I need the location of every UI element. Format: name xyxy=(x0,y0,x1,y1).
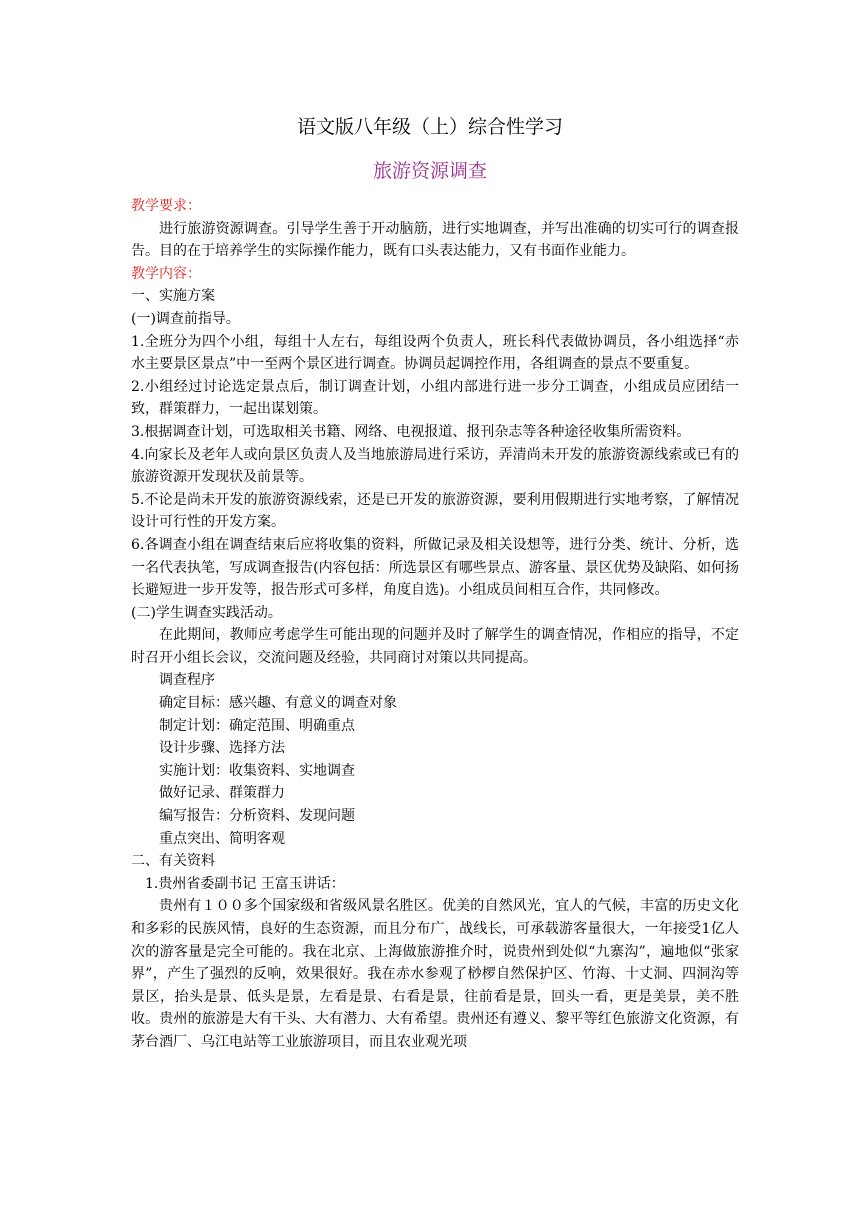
procedure-line: 调查程序 xyxy=(159,672,215,689)
procedure-line: 做好记录、群策群力 xyxy=(159,785,285,802)
section2-heading: 二、有关资料 xyxy=(131,853,215,870)
section2-item1-text: 贵州有１００多个国家级和省级风景名胜区。优美的自然风光，宜人的气候，丰富的历史文化和多彩的民族风情，良好的生态资源，而且分布广，战线长，可承载游客量很大，一年接受1亿人次的游客量是完全可能的。我在北京、上海做旅游推介时，说贵州到处似“九寨沟”，遍地似“张家界”，产生了强烈的反响，效果很好。我在赤水参观了桫椤自然保护区、竹海、十丈洞、四洞沟等景区，抬头是景、低头是景，左看是景、右看是景，往前看是景，回头一看，更是美景，美不胜收。贵州的旅游是大有干头、大有潜力、大有希望。贵州还有遵义、黎平等红色旅游文化资源，有茅台酒厂、乌江电站等工业旅游项目，而且农业观光项 xyxy=(131,898,739,1050)
page-subtitle: 旅游资源调查 xyxy=(372,160,487,182)
list-item: 3.根据调查计划，可选取相关书籍、网络、电视报道、报刊杂志等各种途径收集所需资料。 xyxy=(131,423,691,440)
procedure-line: 编写报告：分析资料、发现问题 xyxy=(159,808,355,825)
teaching-requirements-text: 进行旅游资源调查。引导学生善于开动脑筋，进行实地调查，并写出准确的切实可行的调查报告。目的在于培养学生的实际操作能力，既有口头表达能力，又有书面作业能力。 xyxy=(131,220,739,260)
sub1-heading: (一)调查前指导。 xyxy=(131,310,240,327)
section1-heading: 一、实施方案 xyxy=(131,288,215,305)
list-item: 6.各调查小组在调查结束后应将收集的资料，所做记录及相关设想等，进行分类、统计、分析，选一名代表执笔，写成调查报告(内容包括：所选景区有哪些景点、游客量、景区优势及缺陷、如何扬长避短进一步开发等，报告形式可多样，角度自选)。小组成员间相互合作，共同修改。 xyxy=(131,536,739,599)
section2-item1-heading: 1.贵州省委副书记 王富玉讲话： xyxy=(145,875,345,892)
teaching-content-heading: 教学内容： xyxy=(131,265,201,282)
sub2-text: 在此期间，教师应考虑学生可能出现的问题并及时了解学生的调查情况，作相应的指导，不定时召开小组长会议，交流问题及经验，共同商讨对策以共同提高。 xyxy=(131,627,739,666)
list-item: 4.向家长及老年人或向景区负责人及当地旅游局进行采访，弄清尚未开发的旅游资源线索或已有的旅游资源开发现状及前景等。 xyxy=(131,446,739,486)
teaching-requirements-heading: 教学要求： xyxy=(131,198,201,214)
procedure-line: 制定计划：确定范围、明确重点 xyxy=(159,717,355,734)
list-item: 2.小组经过讨论选定景点后，制订调查计划，小组内部进行进一步分工调查，小组成员应团结一致，群策群力，一起出谋划策。 xyxy=(131,378,739,418)
procedure-line: 重点突出、简明客观 xyxy=(159,830,285,847)
document-body xyxy=(131,195,739,1054)
procedure-line: 确定目标：感兴趣、有意义的调查对象 xyxy=(159,695,397,712)
list-item: 1.全班分为四个小组，每组十人左右，每组设两个负责人，班长科代表做协调员，各小组选择“赤水主要景区景点”中一至两个景区进行调查。协调员起调控作用，各组调查的景点不要重复。 xyxy=(131,333,739,373)
sub2-heading: (二)学生调查实践活动。 xyxy=(131,604,282,621)
procedure-line: 实施计划：收集资料、实地调查 xyxy=(159,762,355,779)
page-title: 语文版八年级（上）综合性学习 xyxy=(296,116,563,138)
list-item: 5.不论是尚未开发的旅游资源线索，还是已开发的旅游资源，要利用假期进行实地考察，了解情况设计可行性的开发方案。 xyxy=(131,491,739,531)
procedure-line: 设计步骤、选择方法 xyxy=(159,740,285,757)
